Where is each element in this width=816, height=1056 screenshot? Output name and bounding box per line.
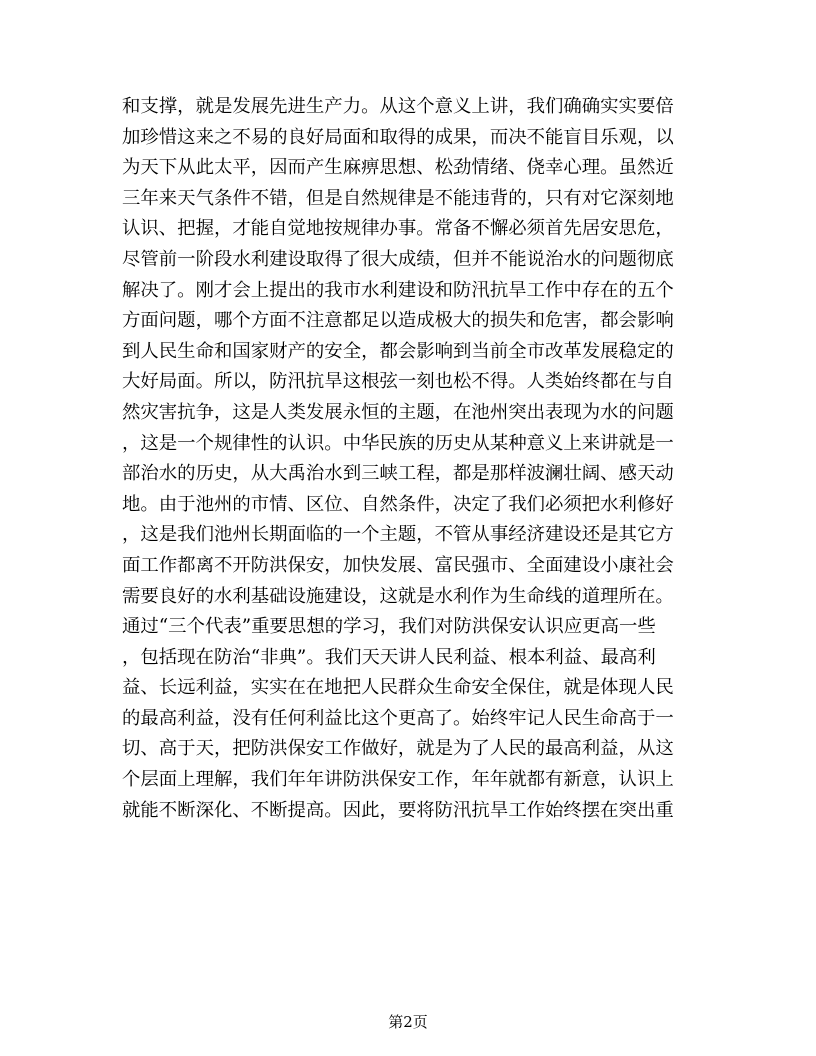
- text-line: 的最高利益，没有任何利益比这个更高了。始终牢记人民生命高于一: [122, 707, 674, 729]
- text-line: 需要良好的水利基础设施建设，这就是水利作为生命线的道理所在。: [122, 585, 674, 607]
- text-line: 方面问题，哪个方面不注意都足以造成极大的损失和危害，都会影响: [122, 310, 674, 332]
- text-line: 三年来天气条件不错，但是自然规律是不能违背的，只有对它深刻地: [122, 187, 674, 209]
- text-line: 尽管前一阶段水利建设取得了很大成绩，但并不能说治水的问题彻底: [122, 248, 674, 270]
- text-line: 地。由于池州的市情、区位、自然条件，决定了我们必须把水利修好: [122, 493, 674, 515]
- text-line: 加珍惜这来之不易的良好局面和取得的成果，而决不能盲目乐观，以: [122, 126, 674, 148]
- text-line: 认识、把握，才能自觉地按规律办事。常备不懈必须首先居安思危，: [122, 218, 674, 240]
- text-line: 为天下从此太平，因而产生麻痹思想、松劲情绪、侥幸心理。虽然近: [122, 157, 674, 179]
- text-line: 通过“三个代表”重要思想的学习，我们对防洪保安认识应更高一些: [122, 616, 656, 638]
- text-line: 到人民生命和国家财产的安全，都会影响到当前全市改革发展稳定的: [122, 340, 674, 362]
- body-text: [122, 92, 692, 826]
- text-line: 就能不断深化、不断提高。因此，要将防汛抗旱工作始终摆在突出重: [122, 799, 674, 821]
- text-line: ，这是我们池州长期面临的一个主题，不管从事经济建设还是其它方: [122, 524, 674, 546]
- text-line: 和支撑，就是发展先进生产力。从这个意义上讲，我们确确实实要倍: [122, 96, 674, 117]
- page-number: 第2页: [388, 1013, 428, 1031]
- text-line: 大好局面。所以，防汛抗旱这根弦一刻也松不得。人类始终都在与自: [122, 371, 674, 393]
- text-line: 个层面上理解，我们年年讲防洪保安工作，年年就都有新意，认识上: [122, 769, 674, 791]
- text-line: 益、长远利益，实实在在地把人民群众生命安全保住，就是体现人民: [122, 677, 674, 699]
- text-line: 然灾害抗争，这是人类发展永恒的主题，在池州突出表现为水的问题: [122, 401, 674, 423]
- text-line: 解决了。刚才会上提出的我市水利建设和防汛抗旱工作中存在的五个: [122, 279, 674, 301]
- text-line: ，包括现在防治“非典”。我们天天讲人民利益、根本利益、最高利: [122, 646, 656, 668]
- text-line: ，这是一个规律性的认识。中华民族的历史从某种意义上来讲就是一: [122, 432, 674, 454]
- text-line: 面工作都离不开防洪保安，加快发展、富民强市、全面建设小康社会: [122, 554, 674, 576]
- text-line: 部治水的历史，从大禹治水到三峡工程，都是那样波澜壮阔、感天动: [122, 463, 674, 485]
- text-line: 切、高于天，把防洪保安工作做好，就是为了人民的最高利益，从这: [122, 738, 674, 760]
